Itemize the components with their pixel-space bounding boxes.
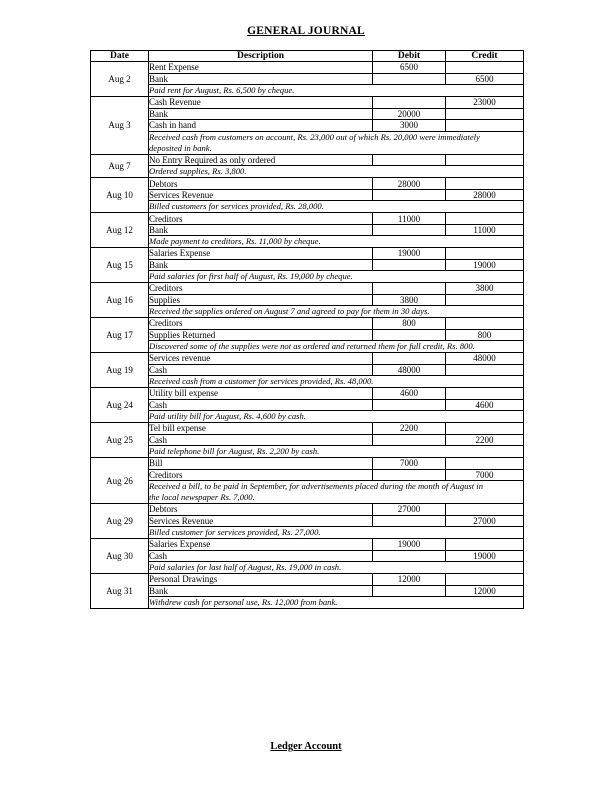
narration-line: Received a bill, to be paid in September, for advertisements placed during the month of August in	[149, 481, 483, 492]
journal-line-row	[91, 73, 524, 84]
debit-amount: 12000	[373, 574, 446, 585]
entry-date: Aug 15	[91, 248, 149, 283]
journal-line-row	[91, 434, 524, 445]
narration-cell	[149, 446, 524, 458]
journal-narration-row	[91, 85, 524, 97]
journal-narration-row	[91, 562, 524, 574]
narration-cell	[149, 341, 524, 353]
journal-line-row	[91, 364, 524, 375]
journal-line-row	[91, 539, 524, 550]
debit-amount: 19000	[373, 539, 446, 550]
journal-narration-row	[91, 306, 524, 318]
entry-date: Aug 26	[91, 458, 149, 504]
account-name: Creditors	[149, 283, 373, 294]
journal-narration-row	[91, 201, 524, 213]
account-name: Rent Expense	[149, 62, 373, 73]
debit-amount	[373, 434, 446, 445]
account-name: Debtors	[149, 178, 373, 189]
journal-line-row	[91, 458, 524, 469]
debit-amount: 4600	[373, 388, 446, 399]
narration-line: Withdrew cash for personal use, Rs. 12,000 from bank.	[149, 597, 338, 608]
credit-amount	[446, 248, 524, 259]
account-name: Tel bill expense	[149, 423, 373, 434]
debit-amount	[373, 353, 446, 364]
narration-line: Discovered some of the supplies were not as ordered and returned them for full credit, Rs. 800.	[149, 341, 475, 352]
narration-line: Received the supplies ordered on August 7 and agreed to pay for them in 30 days.	[149, 306, 430, 317]
narration-cell	[149, 271, 524, 283]
narration-line: Paid salaries for first half of August, Rs. 19,000 by cheque.	[149, 271, 353, 282]
narration-cell	[149, 481, 524, 504]
credit-amount	[446, 504, 524, 515]
journal-narration-row	[91, 271, 524, 283]
debit-amount	[373, 329, 446, 340]
account-name: Cash	[149, 550, 373, 561]
account-name: Utility bill expense	[149, 388, 373, 399]
entry-date: Aug 16	[91, 283, 149, 318]
account-name: Cash	[149, 399, 373, 410]
credit-amount	[446, 178, 524, 189]
journal-line-row	[91, 515, 524, 526]
credit-amount: 19000	[446, 550, 524, 561]
credit-amount: 28000	[446, 189, 524, 200]
general-journal-table	[90, 50, 524, 609]
credit-amount: 48000	[446, 353, 524, 364]
journal-narration-row	[91, 481, 524, 504]
narration-line: Received cash from a customer for services provided, Rs. 48,000.	[149, 376, 374, 387]
debit-amount: 28000	[373, 178, 446, 189]
credit-amount: 7000	[446, 469, 524, 480]
journal-line-row	[91, 97, 524, 108]
credit-amount	[446, 364, 524, 375]
account-name: Supplies	[149, 294, 373, 305]
debit-amount	[373, 399, 446, 410]
narration-line: the local newspaper Rs. 7,000.	[149, 492, 255, 503]
narration-line: deposited in bank.	[149, 142, 212, 153]
journal-narration-row	[91, 341, 524, 353]
debit-amount	[373, 73, 446, 84]
journal-narration-row	[91, 597, 524, 609]
narration-line: Billed customer for services provided, Rs. 27,000.	[149, 527, 321, 538]
narration-line: Paid telephone bill for August, Rs. 2,200 by cash.	[149, 446, 320, 457]
narration-cell	[149, 527, 524, 539]
journal-line-row	[91, 550, 524, 561]
debit-amount: 6500	[373, 62, 446, 73]
account-name: Personal Drawings	[149, 574, 373, 585]
account-name: Bank	[149, 108, 373, 119]
account-name: Bank	[149, 585, 373, 596]
entry-date: Aug 29	[91, 504, 149, 539]
credit-amount	[446, 458, 524, 469]
journal-line-row	[91, 189, 524, 200]
debit-amount: 19000	[373, 248, 446, 259]
credit-amount: 800	[446, 329, 524, 340]
entry-date: Aug 10	[91, 178, 149, 213]
journal-line-row	[91, 154, 524, 165]
entry-date: Aug 2	[91, 62, 149, 97]
column-header-description: Description	[149, 51, 373, 62]
credit-amount	[446, 423, 524, 434]
narration-line: Made payment to creditors, Rs. 11,000 by cheque.	[149, 236, 321, 247]
journal-narration-row	[91, 236, 524, 248]
journal-line-row	[91, 423, 524, 434]
journal-line-row	[91, 504, 524, 515]
journal-line-row	[91, 353, 524, 364]
journal-line-row	[91, 388, 524, 399]
credit-amount: 23000	[446, 97, 524, 108]
entry-date: Aug 3	[91, 97, 149, 155]
debit-amount: 3000	[373, 120, 446, 131]
table-header-row	[91, 51, 524, 62]
narration-line: Paid utility bill for August, Rs. 4,600 by cash.	[149, 411, 306, 422]
credit-amount	[446, 120, 524, 131]
debit-amount	[373, 154, 446, 165]
credit-amount: 6500	[446, 73, 524, 84]
narration-cell	[149, 306, 524, 318]
narration-line: Paid rent for August, Rs. 6,500 by cheque.	[149, 85, 295, 96]
entry-date: Aug 24	[91, 388, 149, 423]
column-header-credit: Credit	[446, 51, 524, 62]
account-name: Cash Revenue	[149, 97, 373, 108]
debit-amount	[373, 469, 446, 480]
debit-amount: 3800	[373, 294, 446, 305]
narration-cell	[149, 411, 524, 423]
credit-amount: 3800	[446, 283, 524, 294]
debit-amount: 48000	[373, 364, 446, 375]
journal-line-row	[91, 178, 524, 189]
narration-cell	[149, 597, 524, 609]
journal-line-row	[91, 120, 524, 131]
debit-amount	[373, 585, 446, 596]
account-name: Creditors	[149, 318, 373, 329]
journal-line-row	[91, 585, 524, 596]
credit-amount	[446, 154, 524, 165]
account-name: Cash	[149, 434, 373, 445]
narration-cell	[149, 85, 524, 97]
debit-amount	[373, 515, 446, 526]
journal-line-row	[91, 469, 524, 480]
credit-amount	[446, 388, 524, 399]
entry-date: Aug 17	[91, 318, 149, 353]
account-name: Salaries Expense	[149, 248, 373, 259]
account-name: Bank	[149, 224, 373, 235]
journal-narration-row	[91, 131, 524, 154]
journal-line-row	[91, 283, 524, 294]
account-name: Creditors	[149, 213, 373, 224]
debit-amount: 11000	[373, 213, 446, 224]
narration-line: Received cash from customers on account, Rs. 23,000 out of which Rs. 20,000 were immediately	[149, 131, 480, 142]
credit-amount: 27000	[446, 515, 524, 526]
credit-amount	[446, 539, 524, 550]
narration-cell	[149, 376, 524, 388]
page-title: GENERAL JOURNAL	[247, 25, 365, 37]
narration-cell	[149, 236, 524, 248]
journal-line-row	[91, 574, 524, 585]
account-name: Cash	[149, 364, 373, 375]
account-name: Bank	[149, 73, 373, 84]
journal-line-row	[91, 108, 524, 119]
ledger-account-heading: Ledger Account	[270, 741, 342, 752]
journal-line-row	[91, 259, 524, 270]
journal-narration-row	[91, 527, 524, 539]
debit-amount	[373, 550, 446, 561]
debit-amount: 20000	[373, 108, 446, 119]
account-name: Creditors	[149, 469, 373, 480]
narration-line: Billed customers for services provided, Rs. 28,000.	[149, 201, 324, 212]
journal-line-row	[91, 62, 524, 73]
debit-amount: 800	[373, 318, 446, 329]
entry-date: Aug 30	[91, 539, 149, 574]
narration-line: Paid salaries for last half of August, Rs. 19,000 in cash.	[149, 562, 342, 573]
narration-cell	[149, 166, 524, 178]
credit-amount	[446, 62, 524, 73]
narration-cell	[149, 201, 524, 213]
credit-amount	[446, 318, 524, 329]
journal-narration-row	[91, 166, 524, 178]
journal-table-body	[91, 62, 524, 609]
debit-amount: 2200	[373, 423, 446, 434]
journal-line-row	[91, 329, 524, 340]
credit-amount: 4600	[446, 399, 524, 410]
journal-line-row	[91, 224, 524, 235]
debit-amount: 7000	[373, 458, 446, 469]
journal-narration-row	[91, 411, 524, 423]
journal-line-row	[91, 318, 524, 329]
debit-amount	[373, 97, 446, 108]
narration-line: Ordered supplies, Rs. 3,800.	[149, 166, 247, 177]
account-name: Bank	[149, 259, 373, 270]
account-name: Bill	[149, 458, 373, 469]
debit-amount: 27000	[373, 504, 446, 515]
debit-amount	[373, 259, 446, 270]
column-header-debit: Debit	[373, 51, 446, 62]
debit-amount	[373, 189, 446, 200]
debit-amount	[373, 283, 446, 294]
account-name: Salaries Expense	[149, 539, 373, 550]
narration-cell	[149, 562, 524, 574]
entry-date: Aug 12	[91, 213, 149, 248]
credit-amount: 12000	[446, 585, 524, 596]
account-name: No Entry Required as only ordered	[149, 154, 373, 165]
debit-amount	[373, 224, 446, 235]
entry-date: Aug 25	[91, 423, 149, 458]
journal-line-row	[91, 399, 524, 410]
journal-line-row	[91, 248, 524, 259]
account-name: Debtors	[149, 504, 373, 515]
credit-amount	[446, 574, 524, 585]
journal-narration-row	[91, 446, 524, 458]
credit-amount	[446, 213, 524, 224]
credit-amount: 2200	[446, 434, 524, 445]
credit-amount	[446, 294, 524, 305]
entry-date: Aug 7	[91, 154, 149, 178]
account-name: Services revenue	[149, 353, 373, 364]
entry-date: Aug 31	[91, 574, 149, 609]
entry-date: Aug 19	[91, 353, 149, 388]
narration-cell	[149, 131, 524, 154]
credit-amount	[446, 108, 524, 119]
journal-narration-row	[91, 376, 524, 388]
account-name: Cash in hand	[149, 120, 373, 131]
journal-line-row	[91, 294, 524, 305]
credit-amount: 11000	[446, 224, 524, 235]
account-name: Supplies Returned	[149, 329, 373, 340]
credit-amount: 19000	[446, 259, 524, 270]
account-name: Services Revenue	[149, 515, 373, 526]
account-name: Services Revenue	[149, 189, 373, 200]
column-header-date: Date	[91, 51, 149, 62]
journal-line-row	[91, 213, 524, 224]
